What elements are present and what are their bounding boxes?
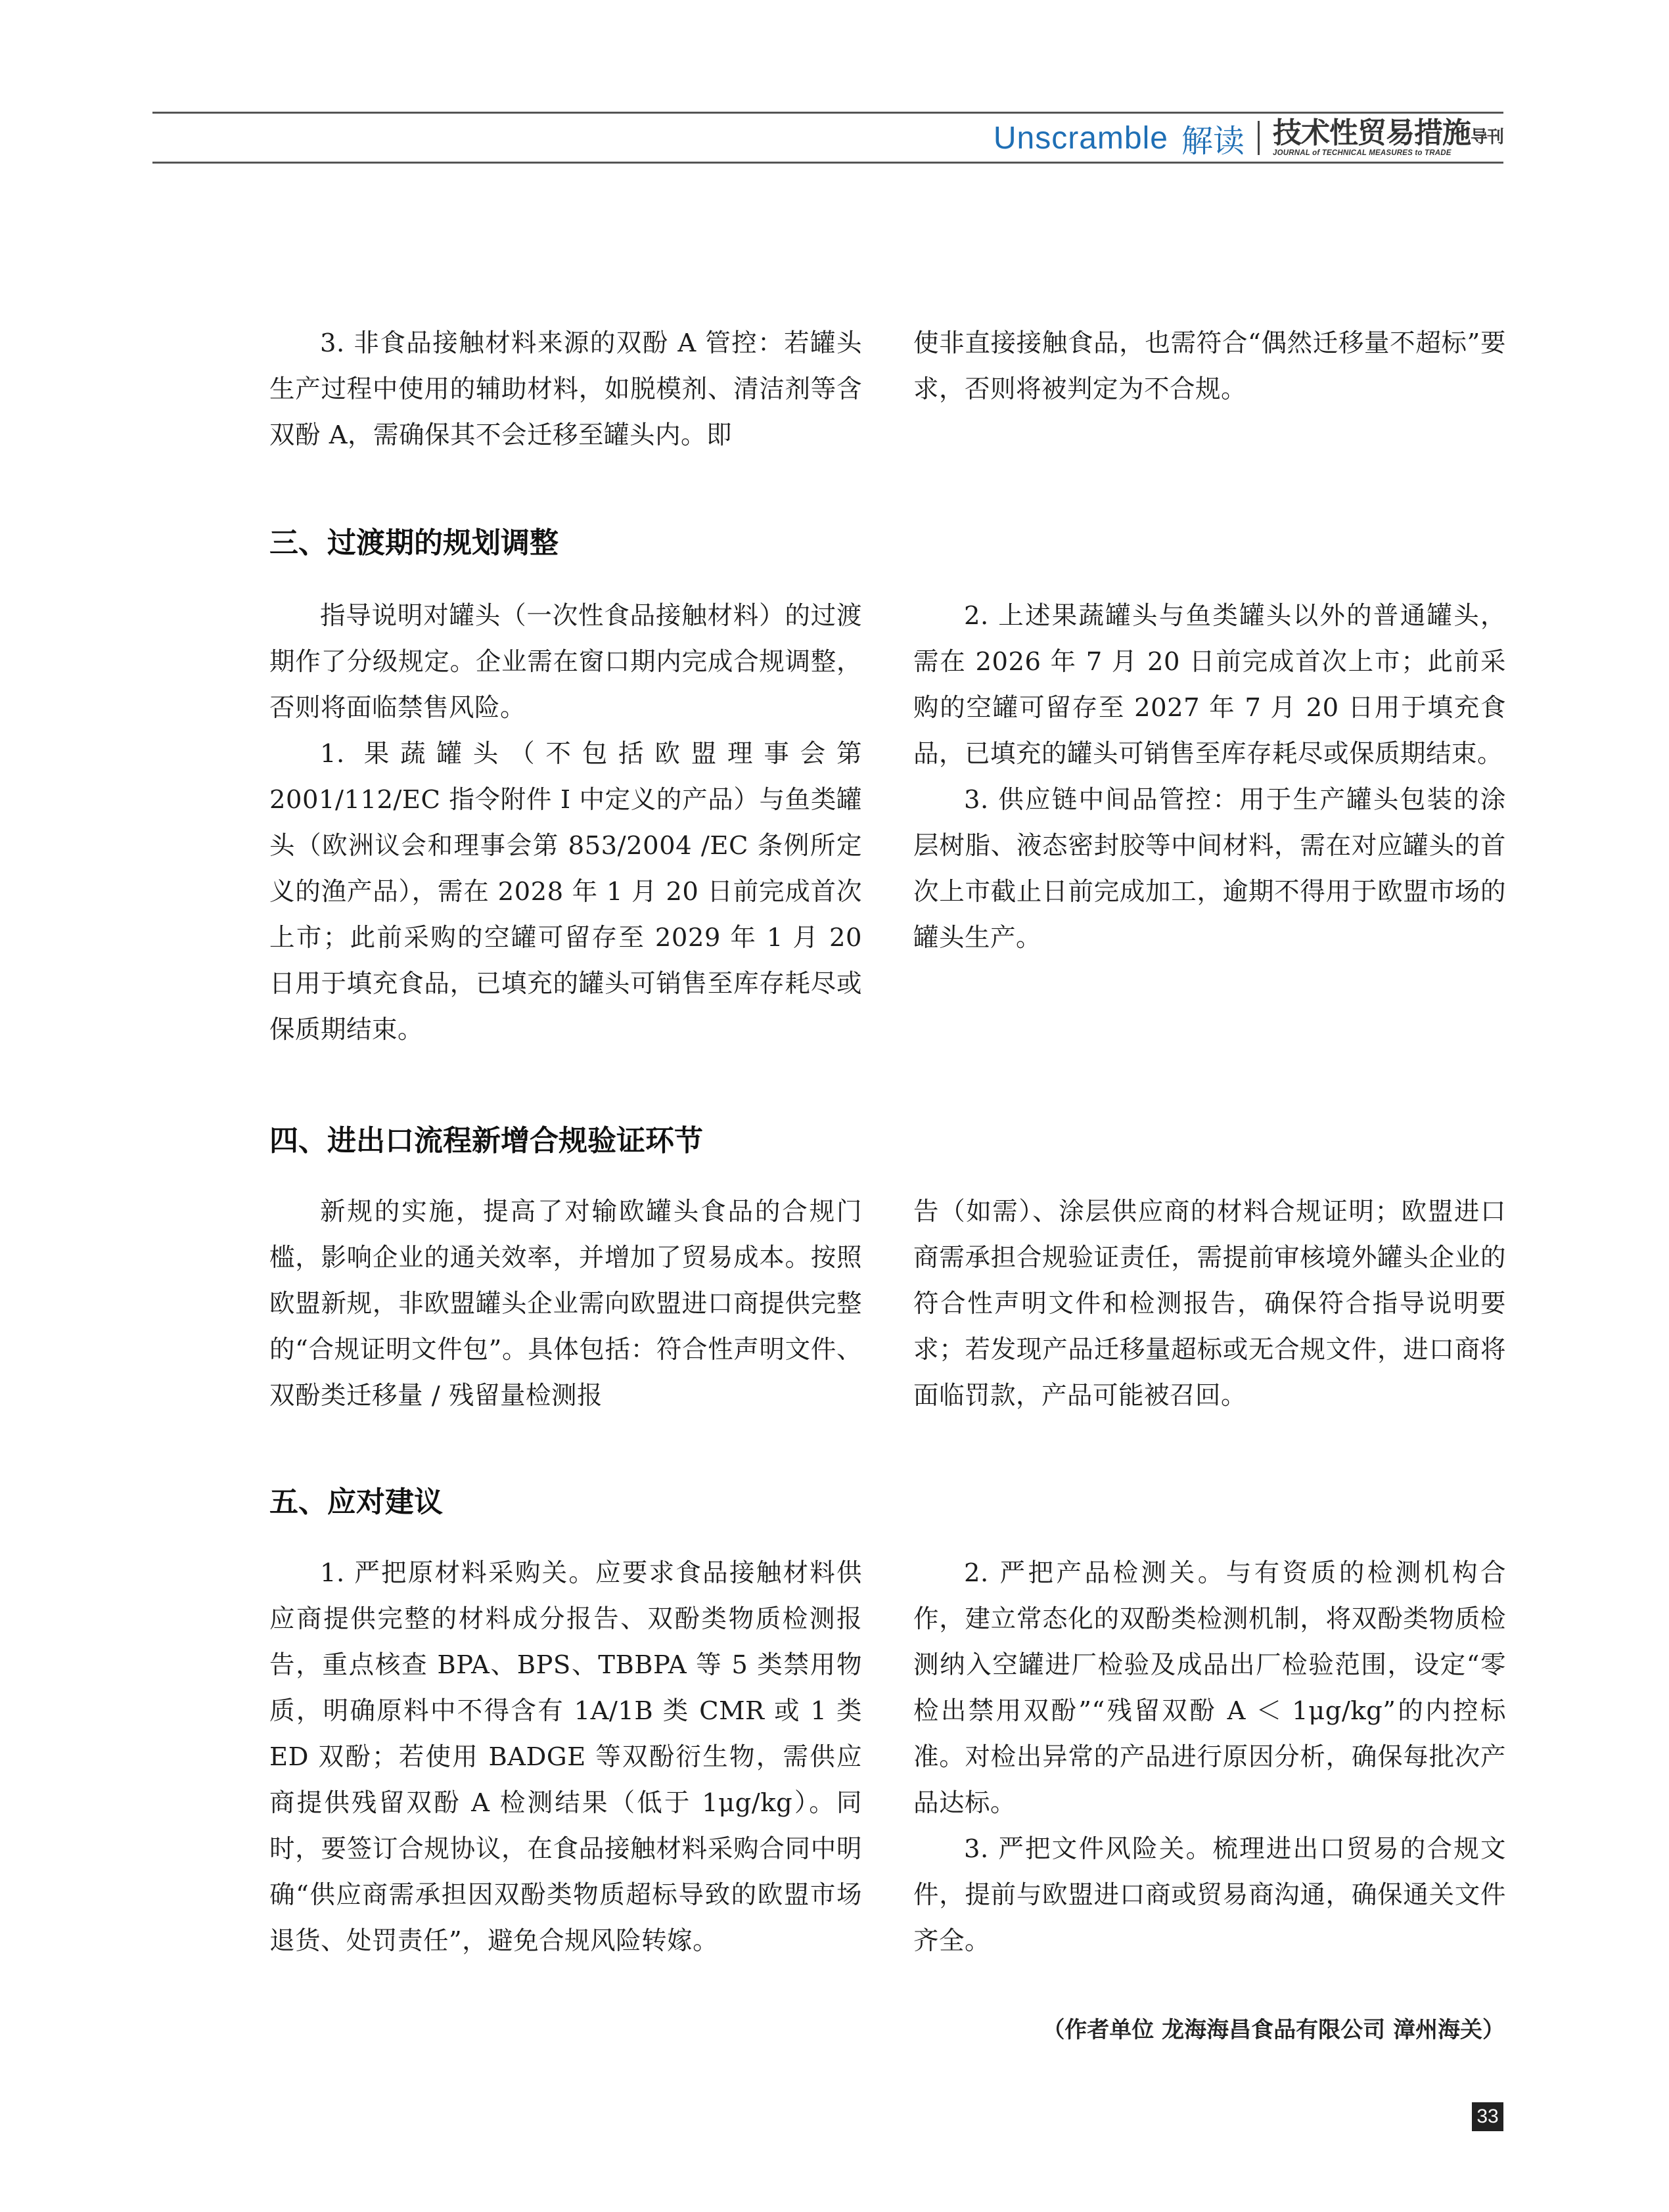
- paragraph: 3. 供应链中间品管控：用于生产罐头包装的涂层树脂、液态密封胶等中间材料，需在对应罐头的首次上市截止日前完成加工，逾期不得用于欧盟市场的罐头生产。: [913, 785, 1506, 953]
- journal-logo: [1272, 116, 1503, 158]
- paragraph: 2. 上述果蔬罐头与鱼类罐头以外的普通罐头，需在 2026 年 7 月 20 日前完成首次上市；此前采购的空罐可留存至 2027 年 7 月 20 日用于填充食品，已填充的罐头可销售至库存耗尽或保质期结束。: [913, 601, 1506, 769]
- section3-left-column: [269, 593, 862, 1053]
- paragraph: 新规的实施，提高了对输欧罐头食品的合规门槛，影响企业的通关效率，并增加了贸易成本。按照欧盟新规，非欧盟罐头企业需向欧盟进口商提供完整的“合规证明文件包”。具体包括：符合性声明文件、双酚类迁移量 / 残留量检测报: [269, 1197, 862, 1411]
- block1-left-column: [269, 321, 862, 459]
- section-heading: 三、过渡期的规划调整: [269, 526, 559, 560]
- header-top-rule: [152, 112, 1503, 114]
- running-header: [994, 117, 1503, 159]
- journal-name-cn: 技术性贸易措施导刊: [1272, 116, 1503, 150]
- section-heading: 四、进出口流程新增合规验证环节: [269, 1124, 703, 1158]
- paragraph: 1. 果蔬罐头（不包括欧盟理事会第 2001/112/EC 指令附件 I 中定义的产品）与鱼类罐头（欧洲议会和理事会第 853/2004 /EC 条例所定义的渔产品），需在 2028 年 1 月 20 日前完成首次上市；此前采购的空罐可留存至 2029 年 1 月 20 日用于填充食品，已填充的罐头可销售至库存耗尽或保质期结束。: [269, 739, 862, 1045]
- header-bottom-rule: [152, 162, 1503, 164]
- header-separator: [1258, 121, 1260, 155]
- section4-right-column: [913, 1189, 1506, 1419]
- paragraph: 3. 严把文件风险关。梳理进出口贸易的合规文件，提前与欧盟进口商或贸易商沟通，确保通关文件齐全。: [913, 1834, 1506, 1956]
- author-affiliation: （作者单位 龙海海昌食品有限公司 漳州海关）: [1042, 2017, 1505, 2043]
- page-number: 33: [1472, 2102, 1503, 2131]
- paragraph: 3. 非食品接触材料来源的双酚 A 管控：若罐头生产过程中使用的辅助材料，如脱模剂、清洁剂等含双酚 A，需确保其不会迁移至罐头内。即: [269, 328, 862, 450]
- section-label-en: Unscramble: [993, 120, 1168, 156]
- section-label-cn: 解读: [1181, 122, 1245, 160]
- section4-left-column: [269, 1189, 862, 1419]
- paragraph: 使非直接接触食品，也需符合“偶然迁移量不超标”要求，否则将被判定为不合规。: [913, 328, 1506, 404]
- section-heading: 五、应对建议: [269, 1485, 443, 1519]
- paragraph: 告（如需）、涂层供应商的材料合规证明；欧盟进口商需承担合规验证责任，需提前审核境外罐头企业的符合性声明文件和检测报告，确保符合指导说明要求；若发现产品迁移量超标或无合规文件，进口商将面临罚款，产品可能被召回。: [913, 1197, 1506, 1411]
- block1-right-column: [913, 321, 1506, 413]
- paragraph: 1. 严把原材料采购关。应要求食品接触材料供应商提供完整的材料成分报告、双酚类物质检测报告，重点核查 BPA、BPS、TBBPA 等 5 类禁用物质，明确原料中不得含有 1A/1B 类 CMR 或 1 类 ED 双酚；若使用 BADGE 等双酚衍生物，需供应商提供残留双酚 A 检测结果（低于 1μg/kg）。同时，要签订合规协议，在食品接触材料采购合同中明确“供应商需承担因双酚类物质超标导致的欧盟市场退货、处罚责任”，避免合规风险转嫁。: [269, 1558, 862, 1956]
- paragraph: 2. 严把产品检测关。与有资质的检测机构合作，建立常态化的双酚类检测机制，将双酚类物质检测纳入空罐进厂检验及成品出厂检验范围，设定“零检出禁用双酚”“残留双酚 A ＜ 1μg/kg”的内控标准。对检出异常的产品进行原因分析，确保每批次产品达标。: [913, 1558, 1506, 1818]
- section3-right-column: [913, 593, 1506, 961]
- paragraph: 指导说明对罐头（一次性食品接触材料）的过渡期作了分级规定。企业需在窗口期内完成合规调整，否则将面临禁售风险。: [269, 601, 862, 723]
- section5-left-column: [269, 1550, 862, 1964]
- journal-name-en: JOURNAL of TECHNICAL MEASURES to TRADE: [1272, 148, 1452, 157]
- section5-right-column: [913, 1550, 1506, 1964]
